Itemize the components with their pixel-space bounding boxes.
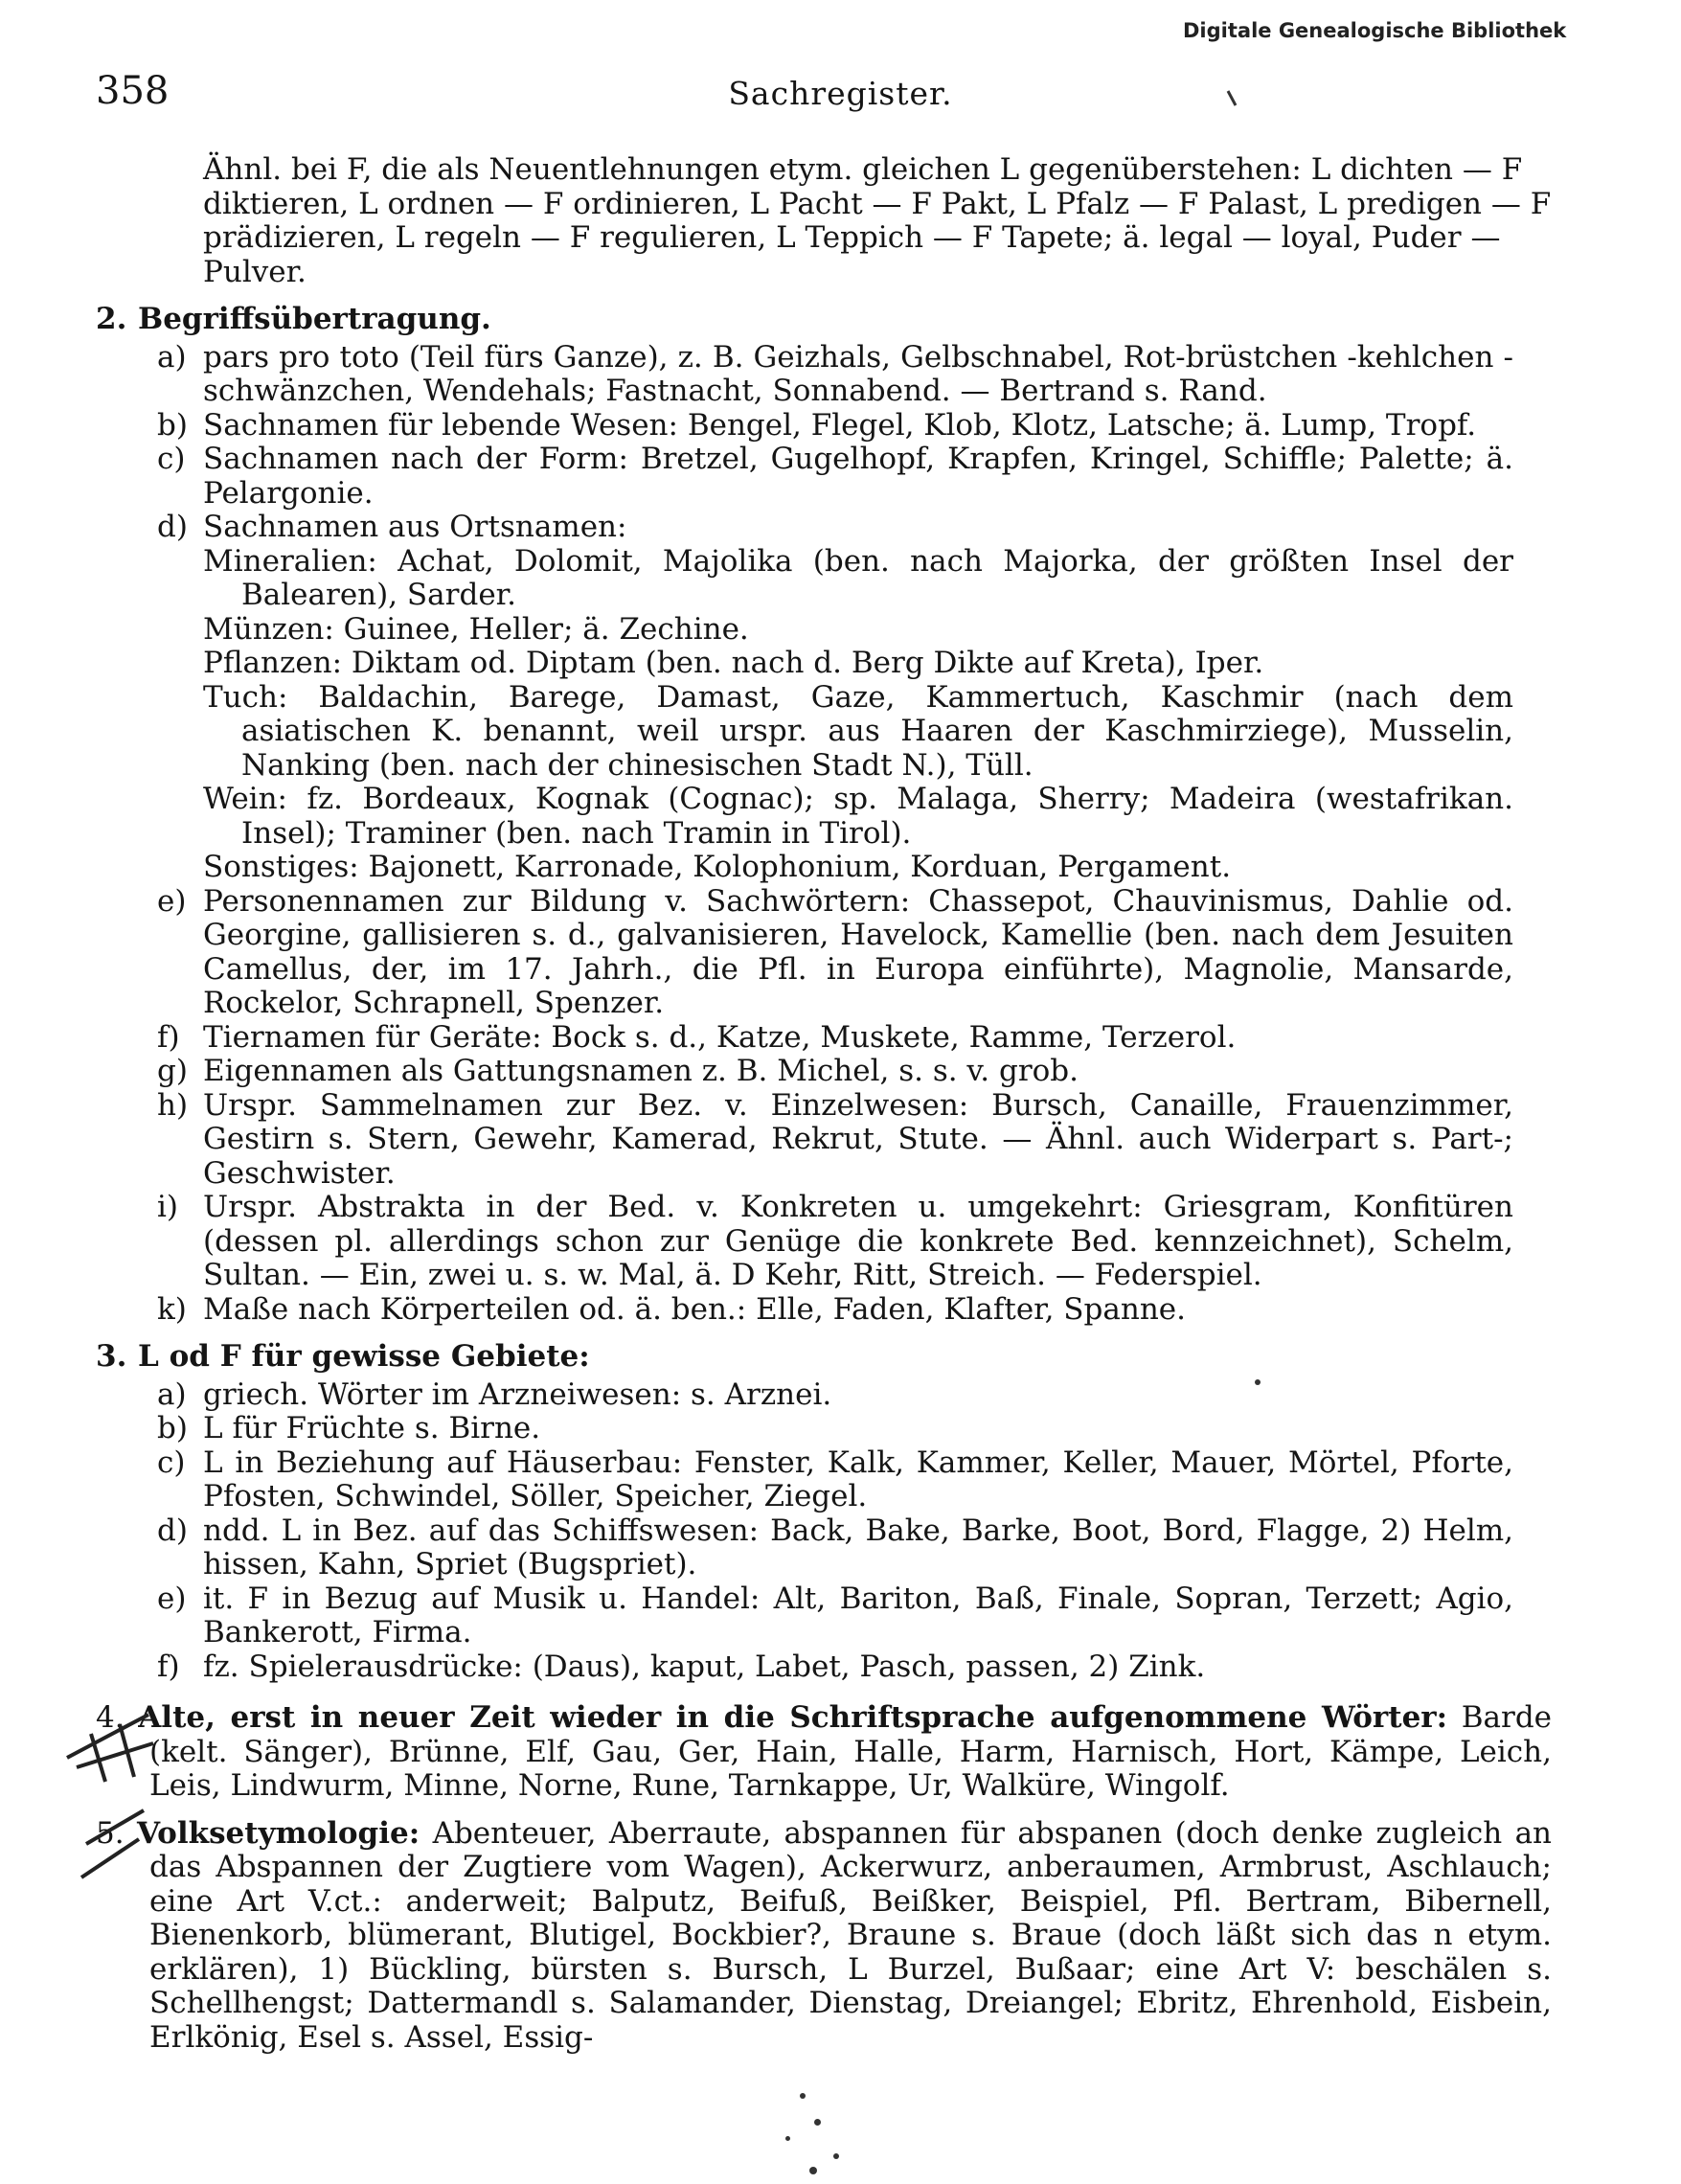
item-text: Urspr. Sammelnamen zur Bez. v. Einzelwesen: Bursch, Canaille, Frauenzimmer, Gestirn s. Stern, Gewehr, Kamerad, Rekrut, Stute. — Ähnl. auch Widerpart s. Part-; Geschwister.: [203, 1087, 1513, 1191]
item-label: c): [157, 1445, 186, 1480]
item-label: f): [157, 1019, 180, 1055]
section-2-heading: [96, 303, 1552, 337]
section-3-heading: [96, 1340, 1552, 1375]
list-item: [96, 885, 1552, 1021]
list-item: [96, 443, 1552, 511]
sub-entry: Pflanzen: Diktam od. Diptam (ben. nach d. Berg Dikte auf Kreta), Iper.: [203, 646, 1264, 680]
list-item: [96, 1514, 1552, 1582]
list-item: [96, 1293, 1552, 1328]
list-item: [96, 1191, 1552, 1293]
list-item: [96, 1378, 1552, 1413]
item-label: h): [157, 1087, 189, 1123]
item-label: i): [157, 1190, 179, 1224]
list-item: [96, 511, 1552, 545]
print-speck: [814, 2119, 821, 2126]
item-text: Eigennamen als Gattungsnamen z. B. Michel, s. s. v. grob.: [203, 1054, 1079, 1088]
item-text: ndd. L in Bez. auf das Schiffswesen: Back, Bake, Barke, Boot, Bord, Flagge, 2) Helm, hissen, Kahn, Spriet (Bugspriet).: [203, 1513, 1513, 1581]
section-number: 5.: [96, 1815, 125, 1851]
print-speck: [800, 2093, 806, 2099]
item-label: d): [157, 510, 188, 544]
item-text: Tiernamen für Geräte: Bock s. d., Katze, Muskete, Ramme, Terzerol.: [203, 1019, 1237, 1055]
section-number: 3.: [96, 1339, 127, 1374]
section-number: 2.: [96, 302, 127, 336]
item-label: e): [157, 883, 187, 919]
print-speck: [1255, 1379, 1261, 1385]
item-text: Maße nach Körperteilen od. ä. ben.: Elle, Faden, Klafter, Spanne.: [203, 1291, 1186, 1327]
item-text: Sachnamen nach der Form: Bretzel, Gugelhopf, Krapfen, Kringel, Schiffle; Palette; ä. Pelargonie.: [203, 442, 1513, 511]
section-title: L od F für gewisse Gebiete:: [138, 1339, 590, 1374]
item-text: L für Früchte s. Birne.: [203, 1411, 541, 1445]
item-text: pars pro toto (Teil fürs Ganze), z. B. Geizhals, Gelbschnabel, Rot-brüstchen -kehlchen -schwänzchen, Wendehals; Fastnacht, Sonnabend. — Bertrand s. Rand.: [203, 339, 1513, 408]
sub-entry: Münzen: Guinee, Heller; ä. Zechine.: [203, 611, 749, 647]
list-item: [96, 341, 1552, 409]
section-text: Abenteuer, Aberraute, abspannen für abspanen (doch denke zugleich an das Abspannen der Zugtiere vom Wagen), Ackerwurz, anberaumen, Armbrust, Aschlauch; eine Art V.ct.: anderweit; Balputz, Beifuß, Beißker, Beispiel, Pfl. Bertram, Bibernell, Bienenkorb, blümerant, Blutigel, Bockbier?, Braune s. Braue (doch läßt sich das n etym. erklären), 1) Bückling, bürsten s. Bursch, L Burzel, Bußaar; eine Art V: beschälen s. Schellhengst; Dattermandl s. Salamander, Dienstag, Dreiangel; Ebritz, Ehrenhold, Eisbein, Erlkönig, Esel s. Assel, Essig-: [149, 1815, 1553, 2055]
item-label: f): [157, 1649, 180, 1684]
list-item: [96, 1650, 1552, 1685]
section-5: [96, 1817, 1552, 2056]
running-head: Sachregister.: [728, 75, 953, 112]
item-label: g): [157, 1054, 188, 1088]
sub-entry: Mineralien: Achat, Dolomit, Majolika (ben. nach Majorka, der größten Insel der Balearen), Sarder.: [203, 543, 1513, 612]
section-4: [96, 1701, 1552, 1804]
intro-paragraph: Ähnl. bei F, die als Neuentlehnungen etym. gleichen L gegenüberstehen: L dichten — F diktieren, L ordnen — F ordinieren, L Pacht — F Pakt, L Pfalz — F Palast, L predigen — F prädizieren, L regeln — F regulieren, L Teppich — F Tapete; ä. legal — loyal, Puder — Pulver.: [203, 152, 1552, 289]
list-item: [96, 1089, 1552, 1192]
section-number: 4.: [96, 1700, 125, 1735]
item-label: c): [157, 442, 186, 476]
sub-entry: Wein: fz. Bordeaux, Kognak (Cognac); sp. Malaga, Sherry; Madeira (westafrikan. Insel); Traminer (ben. nach Tramin in Tirol).: [203, 782, 1513, 851]
list-item: [96, 1412, 1552, 1446]
item-label: k): [157, 1291, 187, 1327]
list-item: [96, 1021, 1552, 1056]
section-text: Barde (kelt. Sänger), Brünne, Elf, Gau, Ger, Hain, Halle, Harm, Harnisch, Hort, Kämpe, Leich, Leis, Lindwurm, Minne, Norne, Rune, Tarnkappe, Ur, Walküre, Wingolf.: [149, 1700, 1553, 1803]
print-speck: [833, 2153, 839, 2159]
section-title: Alte, erst in neuer Zeit wieder in die Schriftsprache aufgenommene Wörter:: [138, 1700, 1448, 1735]
list-item: [96, 1446, 1552, 1514]
print-speck: [785, 2136, 790, 2141]
sub-entry: Sonstiges: Bajonett, Karronade, Kolophonium, Korduan, Pergament.: [203, 850, 1232, 884]
item-text: Sachnamen aus Ortsnamen:: [203, 510, 627, 544]
item-text: Sachnamen für lebende Wesen: Bengel, Flegel, Klob, Klotz, Latsche; ä. Lump, Tropf.: [203, 407, 1477, 443]
section-title: Begriffsübertragung.: [138, 302, 491, 336]
item-text: it. F in Bezug auf Musik u. Handel: Alt, Bariton, Baß, Finale, Sopran, Terzett; Agio, Bankerott, Firma.: [203, 1581, 1513, 1649]
item-label: b): [157, 407, 188, 443]
list-item: [96, 1055, 1552, 1089]
item-label: d): [157, 1513, 188, 1548]
item-text: Urspr. Abstrakta in der Bed. v. Konkreten u. umgekehrt: Griesgram, Konfitüren (dessen pl. allerdings schon zur Genüge die konkrete Bed. kennzeichnet), Schelm, Sultan. — Ein, zwei u. s. w. Mal, ä. D Kehr, Ritt, Streich. — Federspiel.: [203, 1190, 1513, 1292]
item-text: Personennamen zur Bildung v. Sachwörtern: Chassepot, Chauvinismus, Dahlie od. Georgine, gallisieren s. d., galvanisieren, Havelock, Kamellie (ben. nach dem Jesuiten Camellus, der, im 17. Jahrh., die Pfl. in Europa einführte), Magnolie, Mansarde, Rockelor, Schrapnell, Spenzer.: [203, 883, 1513, 1020]
item-label: a): [157, 339, 187, 375]
item-label: b): [157, 1411, 188, 1445]
library-watermark: Digitale Genealogische Bibliothek: [1183, 19, 1567, 42]
item-text: L in Beziehung auf Häuserbau: Fenster, Kalk, Kammer, Keller, Mauer, Mörtel, Pforte, Pfosten, Schwindel, Söller, Speicher, Ziegel.: [203, 1445, 1513, 1513]
item-label: a): [157, 1376, 187, 1412]
section-title: Volksetymologie:: [136, 1815, 420, 1851]
item-text: fz. Spielerausdrücke: (Daus), kaput, Labet, Pasch, passen, 2) Zink.: [203, 1649, 1206, 1684]
sub-entry: Tuch: Baldachin, Barege, Damast, Gaze, Kammertuch, Kaschmir (nach dem asiatischen K. benannt, weil urspr. aus Haaren der Kaschmirziege), Musselin, Nanking (ben. nach der chinesischen Stadt N.), Tüll.: [203, 679, 1513, 783]
list-item: [96, 409, 1552, 444]
item-text: griech. Wörter im Arzneiwesen: s. Arznei.: [203, 1376, 832, 1412]
list-item: [96, 1582, 1552, 1650]
print-speck: [809, 2167, 817, 2174]
page-number: 358: [96, 69, 170, 113]
item-label: e): [157, 1581, 187, 1616]
page-body: [96, 153, 1552, 2055]
